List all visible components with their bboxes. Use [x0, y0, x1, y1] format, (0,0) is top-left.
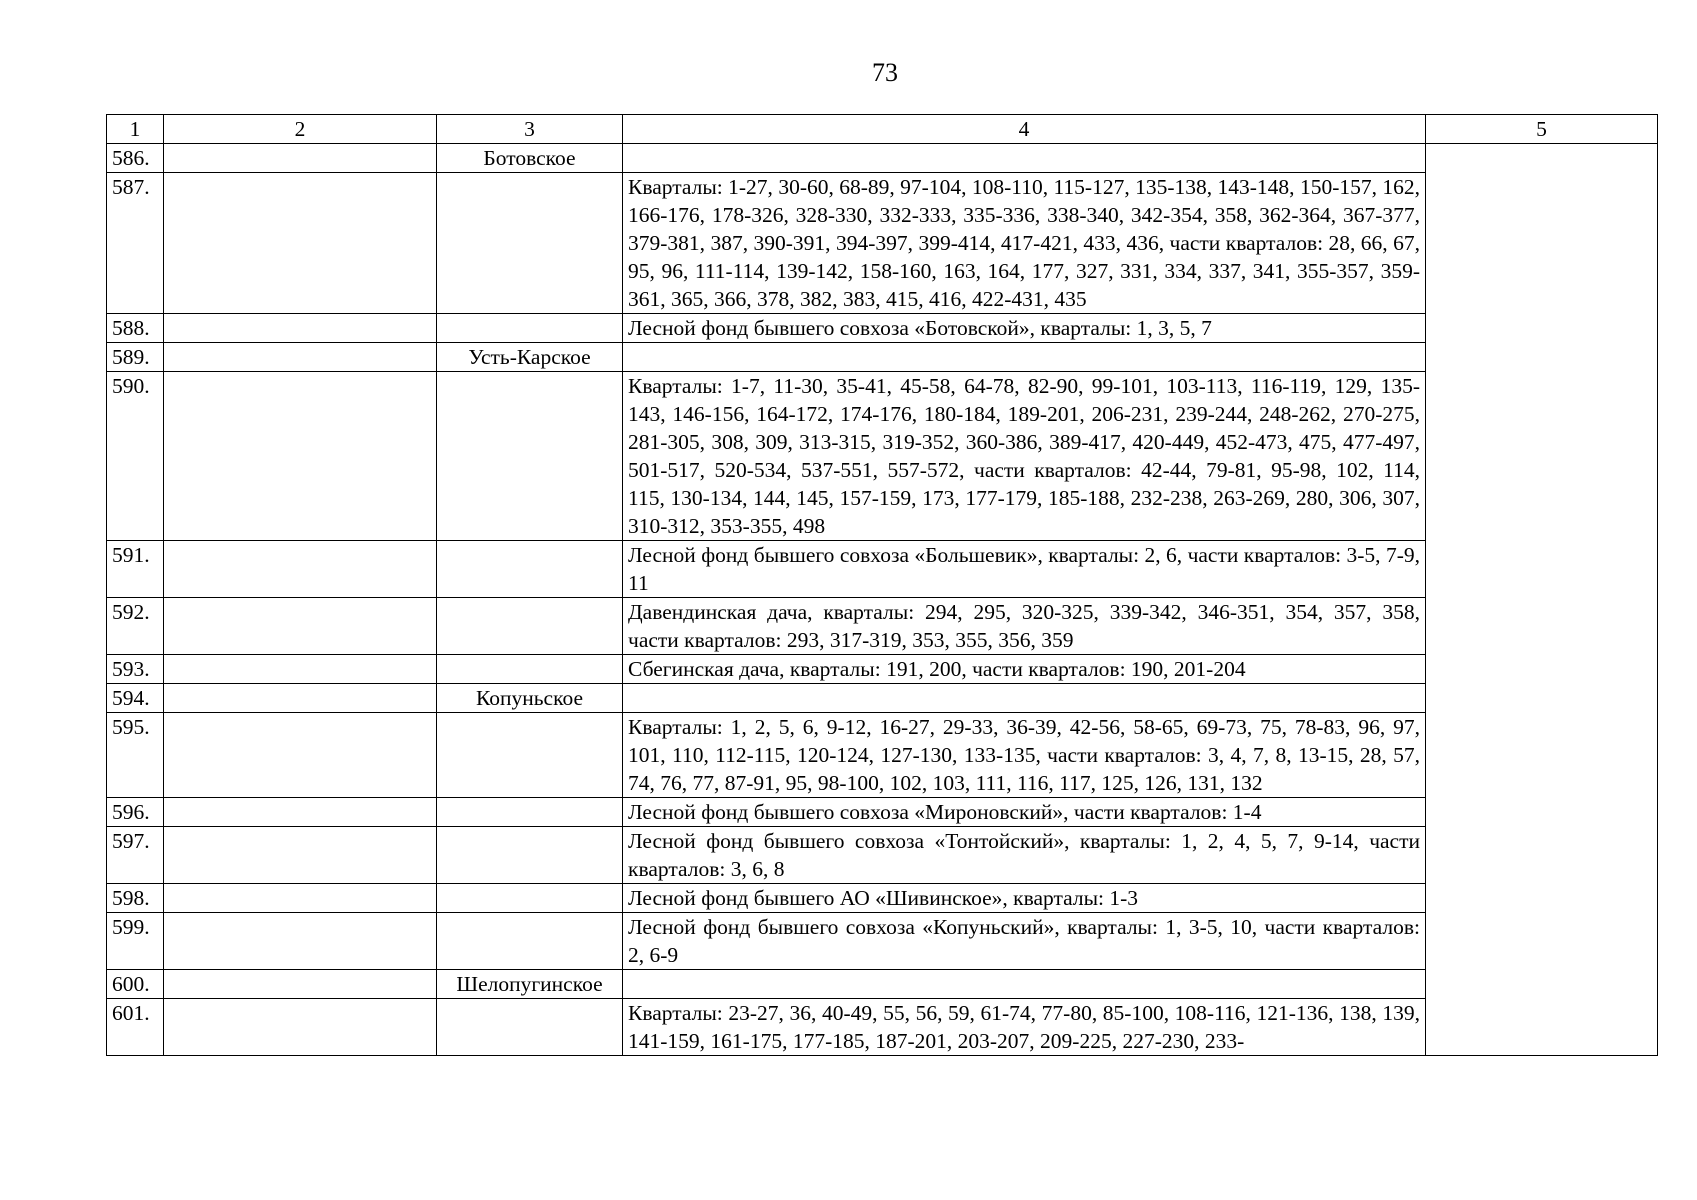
row-settlement: [437, 798, 623, 827]
table-row: [107, 913, 1658, 970]
row-description: Давендинская дача, кварталы: 294, 295, 320-325, 339-342, 346-351, 354, 357, 358, части кварталов: 293, 317-319, 353, 355, 356, 359: [623, 598, 1426, 655]
row-number: 596.: [107, 798, 164, 827]
column-5-cell: [1426, 144, 1658, 1056]
row-col2: [164, 884, 437, 913]
row-number: 587.: [107, 173, 164, 314]
table-row: [107, 144, 1658, 173]
row-settlement: [437, 541, 623, 598]
table-row: [107, 343, 1658, 372]
row-col2: [164, 314, 437, 343]
row-description: Кварталы: 1-7, 11-30, 35-41, 45-58, 64-78, 82-90, 99-101, 103-113, 116-119, 129, 135-143, 146-156, 164-172, 174-176, 180-184, 189-201, 206-231, 239-244, 248-262, 270-275, 281-305, 308, 309, 313-315, 319-352, 360-386, 389-417, 420-449, 452-473, 475, 477-497, 501-517, 520-534, 537-551, 557-572, части кварталов: 42-44, 79-81, 95-98, 102, 114, 115, 130-134, 144, 145, 157-159, 173, 177-179, 185-188, 232-238, 263-269, 280, 306, 307, 310-312, 353-355, 498: [623, 372, 1426, 541]
row-settlement: Усть-Карское: [437, 343, 623, 372]
row-col2: [164, 655, 437, 684]
table-body: [107, 144, 1658, 1056]
column-header-3: 3: [437, 115, 623, 144]
row-number: 595.: [107, 713, 164, 798]
row-number: 591.: [107, 541, 164, 598]
row-description: Лесной фонд бывшего АО «Шивинское», кварталы: 1-3: [623, 884, 1426, 913]
row-number: 590.: [107, 372, 164, 541]
row-settlement: [437, 314, 623, 343]
row-col2: [164, 970, 437, 999]
column-header-2: 2: [164, 115, 437, 144]
table-row: [107, 655, 1658, 684]
row-number: 601.: [107, 999, 164, 1056]
row-description: Кварталы: 1-27, 30-60, 68-89, 97-104, 108-110, 115-127, 135-138, 143-148, 150-157, 162, 166-176, 178-326, 328-330, 332-333, 335-336, 338-340, 342-354, 358, 362-364, 367-377, 379-381, 387, 390-391, 394-397, 399-414, 417-421, 433, 436, части кварталов: 28, 66, 67, 95, 96, 111-114, 139-142, 158-160, 163, 164, 177, 327, 331, 334, 337, 341, 355-357, 359-361, 365, 366, 378, 382, 383, 415, 416, 422-431, 435: [623, 173, 1426, 314]
row-col2: [164, 372, 437, 541]
row-number: 600.: [107, 970, 164, 999]
row-description: [623, 684, 1426, 713]
row-description: [623, 343, 1426, 372]
table-row: [107, 541, 1658, 598]
row-settlement: [437, 655, 623, 684]
row-col2: [164, 713, 437, 798]
row-number: 588.: [107, 314, 164, 343]
row-col2: [164, 827, 437, 884]
row-settlement: [437, 913, 623, 970]
table-row: [107, 970, 1658, 999]
table-row: [107, 884, 1658, 913]
table-row: [107, 598, 1658, 655]
row-settlement: Шелопугинское: [437, 970, 623, 999]
row-settlement: [437, 999, 623, 1056]
table-row: [107, 827, 1658, 884]
row-number: 599.: [107, 913, 164, 970]
row-number: 586.: [107, 144, 164, 173]
document-table: [106, 114, 1658, 1056]
row-description: Лесной фонд бывшего совхоза «Большевик», кварталы: 2, 6, части кварталов: 3-5, 7-9, 11: [623, 541, 1426, 598]
table-row: [107, 798, 1658, 827]
row-settlement: Ботовское: [437, 144, 623, 173]
row-description: Кварталы: 1, 2, 5, 6, 9-12, 16-27, 29-33, 36-39, 42-56, 58-65, 69-73, 75, 78-83, 96, 97, 101, 110, 112-115, 120-124, 127-130, 133-135, части кварталов: 3, 4, 7, 8, 13-15, 28, 57, 74, 76, 77, 87-91, 95, 98-100, 102, 103, 111, 116, 117, 125, 126, 131, 132: [623, 713, 1426, 798]
row-description: Лесной фонд бывшего совхоза «Копуньский», кварталы: 1, 3-5, 10, части кварталов: 2, 6-9: [623, 913, 1426, 970]
table-row: [107, 173, 1658, 314]
row-description: [623, 970, 1426, 999]
row-number: 594.: [107, 684, 164, 713]
row-description: Лесной фонд бывшего совхоза «Ботовской», кварталы: 1, 3, 5, 7: [623, 314, 1426, 343]
page-number: 73: [872, 58, 898, 87]
table-row: [107, 684, 1658, 713]
row-col2: [164, 541, 437, 598]
table-row: [107, 372, 1658, 541]
row-col2: [164, 913, 437, 970]
table-row: [107, 713, 1658, 798]
row-description: Сбегинская дача, кварталы: 191, 200, части кварталов: 190, 201-204: [623, 655, 1426, 684]
row-settlement: [437, 827, 623, 884]
row-col2: [164, 999, 437, 1056]
row-number: 593.: [107, 655, 164, 684]
column-header-4: 4: [623, 115, 1426, 144]
row-description: Лесной фонд бывшего совхоза «Тонтойский», кварталы: 1, 2, 4, 5, 7, 9-14, части кварталов: 3, 6, 8: [623, 827, 1426, 884]
row-settlement: [437, 884, 623, 913]
row-description: [623, 144, 1426, 173]
table-header-row: [107, 115, 1658, 144]
row-col2: [164, 343, 437, 372]
row-number: 598.: [107, 884, 164, 913]
column-header-5: 5: [1426, 115, 1658, 144]
row-col2: [164, 598, 437, 655]
row-settlement: [437, 598, 623, 655]
row-number: 589.: [107, 343, 164, 372]
row-col2: [164, 798, 437, 827]
row-description: Лесной фонд бывшего совхоза «Мироновский», части кварталов: 1-4: [623, 798, 1426, 827]
row-settlement: [437, 173, 623, 314]
row-description: Кварталы: 23-27, 36, 40-49, 55, 56, 59, 61-74, 77-80, 85-100, 108-116, 121-136, 138, 139, 141-159, 161-175, 177-185, 187-201, 203-207, 209-225, 227-230, 233-: [623, 999, 1426, 1056]
table-row: [107, 314, 1658, 343]
row-col2: [164, 684, 437, 713]
row-settlement: Копуньское: [437, 684, 623, 713]
row-settlement: [437, 713, 623, 798]
table-row: [107, 999, 1658, 1056]
column-header-1: 1: [107, 115, 164, 144]
row-col2: [164, 173, 437, 314]
row-col2: [164, 144, 437, 173]
row-number: 597.: [107, 827, 164, 884]
row-settlement: [437, 372, 623, 541]
row-number: 592.: [107, 598, 164, 655]
